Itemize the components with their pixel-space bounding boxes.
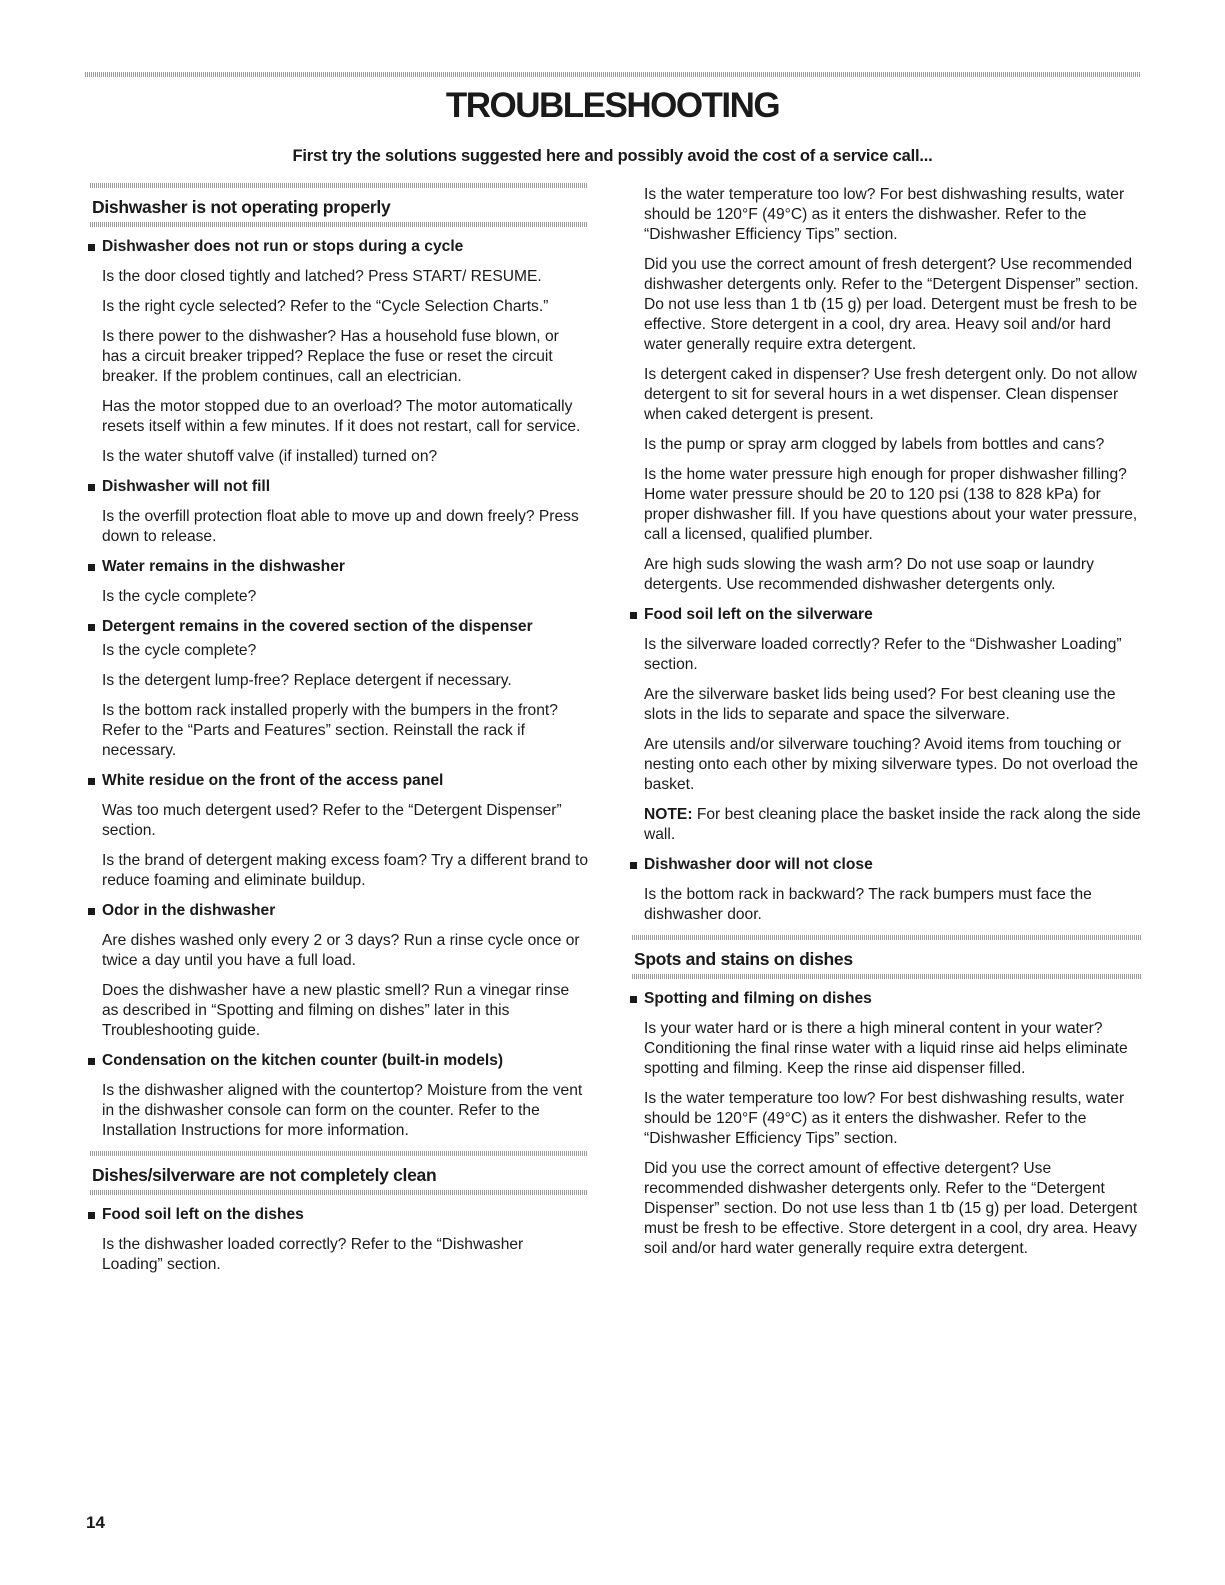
issue-item [88, 617, 588, 761]
bullet-icon [88, 1212, 95, 1219]
section-title: Spots and stains on dishes [634, 949, 853, 969]
section-header [630, 935, 1141, 979]
note-text: For best cleaning place the basket inside the rack along the side wall. [644, 806, 1141, 843]
issue-paragraph: Is the bottom rack in backward? The rack bumpers must face the dishwasher door. [644, 886, 1092, 923]
issue-title: Dishwasher does not run or stops during a cycle [102, 237, 588, 257]
section-title: Dishes/silverware are not completely clean [92, 1165, 437, 1185]
note-label: NOTE: [644, 806, 693, 823]
section-rule [90, 1190, 588, 1195]
issue-item [88, 1051, 588, 1141]
bullet-icon [88, 908, 95, 915]
issue-item [88, 477, 588, 547]
issue-paragraph: Is there power to the dishwasher? Has a household fuse blown, or has a circuit breaker tripped? Replace the fuse or reset the circuit breaker. If the problem continues, call an electrician. [102, 328, 559, 385]
issue-item [88, 237, 588, 467]
page-number: 14 [86, 1513, 105, 1532]
issue-paragraph: Is the water shutoff valve (if installed) turned on? [102, 448, 438, 465]
issue-item [630, 605, 1141, 845]
issue-paragraph: Is detergent caked in dispenser? Use fresh detergent only. Do not allow detergent to sit for several hours in a wet dispenser. Clean dispenser when caked detergent is present. [644, 366, 1137, 423]
issue-paragraph: Is the pump or spray arm clogged by labels from bottles and cans? [644, 436, 1105, 453]
issue-item [88, 901, 588, 1041]
top-divider [85, 72, 1141, 77]
issue-paragraph: Is the brand of detergent making excess foam? Try a different brand to reduce foaming and eliminate buildup. [102, 852, 588, 889]
issue-paragraph: Is the dishwasher aligned with the countertop? Moisture from the vent in the dishwasher console can form on the counter. Refer to the Installation Instructions for more information. [102, 1082, 583, 1139]
issue-paragraph: Is the bottom rack installed properly with the bumpers in the front? Refer to the “Parts and Features” section. Reinstall the rack if necessary. [102, 702, 558, 759]
page-title: TROUBLESHOOTING [445, 86, 780, 125]
issue-paragraph: Is the door closed tightly and latched? Press START/ RESUME. [102, 268, 542, 285]
bullet-icon [630, 862, 637, 869]
bullet-icon [88, 564, 95, 571]
issue-paragraph: Is the water temperature too low? For best dishwashing results, water should be 120°F (49°C) as it enters the dishwasher. Refer to the “Dishwasher Efficiency Tips” section. [644, 1090, 1125, 1147]
issue-paragraph: Is the home water pressure high enough for proper dishwasher filling? Home water pressure should be 20 to 120 psi (138 to 828 kPa) for proper dishwasher fill. If you have questions about your water pressure, call a licensed, qualified plumber. [644, 466, 1138, 543]
section-rule [90, 222, 588, 227]
issue-paragraph: Are dishes washed only every 2 or 3 days? Run a rinse cycle once or twice a day until you have a full load. [102, 932, 580, 969]
issue-title: Spotting and filming on dishes [644, 989, 1141, 1009]
bullet-icon [630, 612, 637, 619]
issue-paragraph: Are utensils and/or silverware touching? Avoid items from touching or nesting onto each other by mixing silverware types. Do not overload the basket. [644, 736, 1139, 793]
issue-paragraph: Was too much detergent used? Refer to the “Detergent Dispenser” section. [102, 802, 562, 839]
issue-item [88, 557, 588, 607]
bullet-icon [88, 778, 95, 785]
left-column [88, 183, 588, 1285]
bullet-icon [88, 244, 95, 251]
issue-paragraph: Are the silverware basket lids being used? For best cleaning use the slots in the lids to separate and space the silverware. [644, 686, 1116, 723]
right-column [630, 185, 1141, 1269]
issue-paragraph: Are high suds slowing the wash arm? Do not use soap or laundry detergents. Use recommended dishwasher detergents only. [644, 556, 1094, 593]
issue-item [88, 771, 588, 891]
page-subtitle: First try the solutions suggested here and possibly avoid the cost of a service call... [292, 147, 933, 165]
issue-paragraph: Has the motor stopped due to an overload? The motor automatically resets itself within a few minutes. If it does not restart, call for service. [102, 398, 581, 435]
issue-item [88, 1205, 588, 1275]
issue-title: Detergent remains in the covered section of the dispenser [102, 617, 588, 637]
bullet-icon [88, 484, 95, 491]
note-paragraph [644, 805, 1141, 845]
bullet-icon [88, 1058, 95, 1065]
issue-paragraph: Is the dishwasher loaded correctly? Refer to the “Dishwasher Loading” section. [102, 1236, 524, 1273]
issue-paragraph: Is the detergent lump-free? Replace detergent if necessary. [102, 672, 512, 689]
issue-paragraph: Did you use the correct amount of fresh detergent? Use recommended dishwasher detergents only. Refer to the “Detergent Dispenser” section. Do not use less than 1 tb (15 g) per load. Detergent must be fresh to be effective. Store detergent in a cool, dry area. Heavy soil and/or hard water generally require extra detergent. [644, 256, 1139, 353]
issue-title: Condensation on the kitchen counter (built-in models) [102, 1051, 588, 1071]
issue-paragraph: Is your water hard or is there a high mineral content in your water? Conditioning the final rinse water with a liquid rinse aid helps eliminate spotting and filming. Keep the rinse aid dispenser filled. [644, 1020, 1128, 1077]
issue-paragraph: Does the dishwasher have a new plastic smell? Run a vinegar rinse as described in “Spotting and filming on dishes” later in this Troubleshooting guide. [102, 982, 570, 1039]
issue-paragraph: Is the cycle complete? [102, 642, 257, 659]
issue-paragraph: Is the overfill protection float able to move up and down freely? Press down to release. [102, 508, 579, 545]
issue-paragraph: Did you use the correct amount of effective detergent? Use recommended dishwasher detergents only. Refer to the “Detergent Dispenser” section. Do not use less than 1 tb (15 g) per load. Detergent must be fresh to be effective. Store detergent in a cool, dry area. Heavy soil and/or hard water generally require extra detergent. [644, 1160, 1138, 1257]
issue-title: Food soil left on the dishes [102, 1205, 588, 1225]
issue-title: White residue on the front of the access panel [102, 771, 588, 791]
issue-paragraph: Is the silverware loaded correctly? Refer to the “Dishwasher Loading” section. [644, 636, 1122, 673]
section-header [88, 183, 588, 227]
section-title: Dishwasher is not operating properly [92, 197, 391, 217]
section-header [88, 1151, 588, 1195]
issue-title: Food soil left on the silverware [644, 605, 1141, 625]
issue-paragraph: Is the cycle complete? [102, 588, 257, 605]
issue-paragraph: Is the right cycle selected? Refer to the “Cycle Selection Charts.” [102, 298, 549, 315]
issue-paragraph: Is the water temperature too low? For best dishwashing results, water should be 120°F (49°C) as it enters the dishwasher. Refer to the “Dishwasher Efficiency Tips” section. [644, 186, 1125, 243]
issue-title: Water remains in the dishwasher [102, 557, 588, 577]
issue-title: Odor in the dishwasher [102, 901, 588, 921]
issue-title: Dishwasher door will not close [644, 855, 1141, 875]
issue-item [630, 855, 1141, 925]
section-rule [632, 974, 1141, 979]
issue-item [630, 989, 1141, 1259]
bullet-icon [630, 996, 637, 1003]
issue-title: Dishwasher will not fill [102, 477, 588, 497]
bullet-icon [88, 624, 95, 631]
continued-issue [630, 185, 1141, 595]
